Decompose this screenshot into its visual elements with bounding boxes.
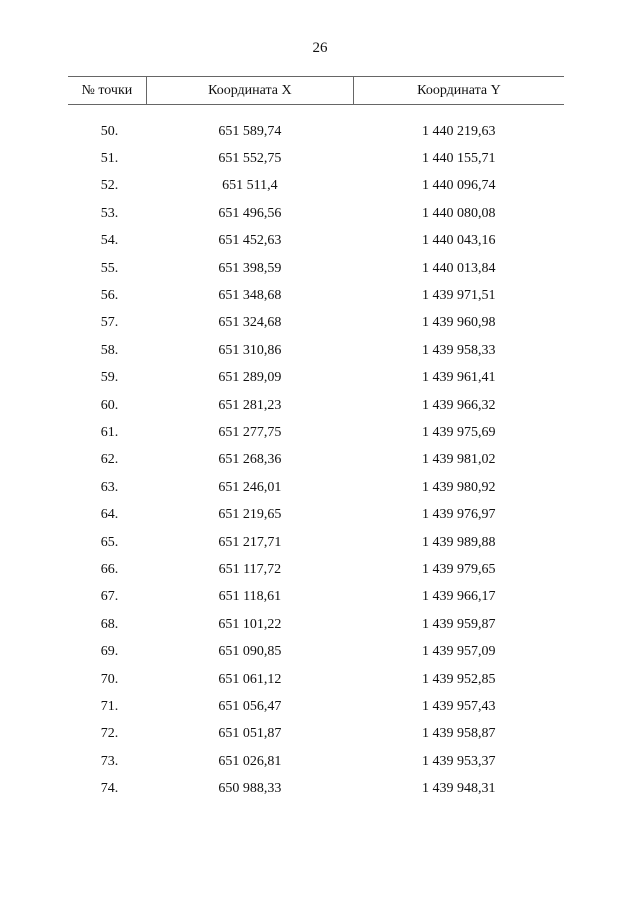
cell-coordinate-x: 650 988,33	[218, 781, 282, 797]
cell-point-number: 66.	[100, 561, 119, 577]
cell-coordinate-x: 651 324,68	[218, 315, 282, 331]
cell-coordinate-x: 651 246,01	[218, 479, 282, 495]
cell-coordinate-y: 1 440 096,74	[421, 178, 496, 194]
cell-coordinate-x: 651 026,81	[218, 753, 282, 769]
cell-point-number: 64.	[100, 507, 119, 523]
cell-coordinate-y: 1 439 989,88	[421, 534, 496, 550]
cell-point-number: 54.	[100, 233, 119, 249]
table-row	[68, 228, 564, 255]
cell-coordinate-y: 1 439 976,97	[421, 507, 496, 523]
cell-point-number: 65.	[100, 534, 119, 550]
cell-point-number: 52.	[100, 178, 119, 194]
table-header-row	[68, 77, 564, 105]
table-row	[68, 200, 564, 227]
cell-coordinate-y: 1 439 958,33	[421, 342, 496, 358]
cell-coordinate-x: 651 398,59	[218, 260, 282, 276]
table-row	[68, 556, 564, 583]
table-row	[68, 501, 564, 528]
cell-point-number: 70.	[100, 671, 119, 687]
cell-point-number: 62.	[100, 452, 119, 468]
cell-coordinate-y: 1 439 980,92	[421, 479, 496, 495]
cell-coordinate-x: 651 268,36	[218, 452, 282, 468]
cell-point-number: 58.	[100, 342, 119, 358]
cell-coordinate-y: 1 439 959,87	[421, 616, 496, 632]
cell-coordinate-x: 651 051,87	[218, 726, 282, 742]
table-row	[68, 310, 564, 337]
cell-coordinate-x: 651 552,75	[218, 151, 282, 167]
cell-point-number: 50.	[100, 123, 119, 139]
cell-coordinate-y: 1 439 952,85	[421, 671, 496, 687]
table-row	[68, 529, 564, 556]
cell-coordinate-y: 1 440 043,16	[421, 233, 496, 249]
cell-point-number: 55.	[100, 260, 119, 276]
cell-coordinate-y: 1 439 979,65	[421, 561, 496, 577]
cell-coordinate-y: 1 439 960,98	[421, 315, 496, 331]
table-spacer	[68, 105, 564, 119]
coordinates-table	[68, 76, 564, 803]
cell-point-number: 69.	[100, 644, 119, 660]
cell-point-number: 63.	[100, 479, 119, 495]
table-row	[68, 693, 564, 720]
table-row	[68, 447, 564, 474]
cell-point-number: 56.	[100, 288, 119, 304]
cell-coordinate-x: 651 219,65	[218, 507, 282, 523]
cell-coordinate-x: 651 511,4	[222, 178, 278, 194]
cell-coordinate-y: 1 439 958,87	[421, 726, 496, 742]
cell-coordinate-x: 651 217,71	[218, 534, 282, 550]
cell-coordinate-y: 1 439 981,02	[421, 452, 496, 468]
cell-coordinate-y: 1 439 948,31	[421, 781, 496, 797]
cell-coordinate-x: 651 589,74	[218, 123, 282, 139]
table-body	[68, 105, 564, 803]
table-row	[68, 611, 564, 638]
cell-point-number: 51.	[100, 151, 119, 167]
header-coordinate-x: Координата X	[146, 77, 353, 105]
cell-coordinate-y: 1 439 971,51	[421, 288, 496, 304]
cell-coordinate-y: 1 439 966,32	[421, 397, 496, 413]
table-row	[68, 419, 564, 446]
cell-coordinate-y: 1 440 219,63	[421, 123, 496, 139]
cell-point-number: 59.	[100, 370, 119, 386]
cell-point-number: 68.	[100, 616, 119, 632]
table-row	[68, 721, 564, 748]
cell-coordinate-x: 651 310,86	[218, 342, 282, 358]
cell-point-number: 72.	[100, 726, 119, 742]
cell-coordinate-x: 651 289,09	[218, 370, 282, 386]
header-coordinate-y: Координата Y	[353, 77, 564, 105]
cell-coordinate-y: 1 439 966,17	[421, 589, 496, 605]
cell-coordinate-x: 651 090,85	[218, 644, 282, 660]
table-row	[68, 173, 564, 200]
cell-coordinate-x: 651 101,22	[218, 616, 282, 632]
cell-point-number: 67.	[100, 589, 119, 605]
cell-coordinate-y: 1 439 961,41	[421, 370, 496, 386]
cell-point-number: 61.	[100, 424, 119, 440]
cell-coordinate-x: 651 496,56	[218, 205, 282, 221]
cell-coordinate-y: 1 440 080,08	[421, 205, 496, 221]
cell-coordinate-x: 651 452,63	[218, 233, 282, 249]
table-row	[68, 337, 564, 364]
cell-coordinate-y: 1 439 975,69	[421, 424, 496, 440]
cell-coordinate-y: 1 439 957,43	[421, 698, 496, 714]
cell-point-number: 74.	[100, 781, 119, 797]
table-row	[68, 584, 564, 611]
cell-coordinate-y: 1 440 013,84	[421, 260, 496, 276]
table-row	[68, 118, 564, 145]
table-row	[68, 145, 564, 172]
cell-point-number: 71.	[100, 698, 119, 714]
table-row	[68, 255, 564, 282]
cell-point-number: 60.	[100, 397, 119, 413]
table-row	[68, 474, 564, 501]
table-row	[68, 666, 564, 693]
table-row	[68, 365, 564, 392]
cell-coordinate-x: 651 348,68	[218, 288, 282, 304]
table-row	[68, 775, 564, 802]
cell-coordinate-y: 1 439 957,09	[421, 644, 496, 660]
cell-coordinate-y: 1 440 155,71	[421, 151, 496, 167]
cell-coordinate-x: 651 281,23	[218, 397, 282, 413]
table-row	[68, 748, 564, 775]
page-number: 26	[312, 40, 328, 56]
cell-point-number: 53.	[100, 205, 119, 221]
cell-coordinate-x: 651 117,72	[218, 561, 282, 577]
header-point-number: № точки	[68, 77, 146, 105]
cell-coordinate-x: 651 061,12	[218, 671, 282, 687]
cell-coordinate-y: 1 439 953,37	[421, 753, 496, 769]
cell-point-number: 73.	[100, 753, 119, 769]
cell-coordinate-x: 651 277,75	[218, 424, 282, 440]
table-row	[68, 638, 564, 665]
cell-point-number: 57.	[100, 315, 119, 331]
table-row	[68, 392, 564, 419]
table-row	[68, 282, 564, 309]
cell-coordinate-x: 651 118,61	[218, 589, 282, 605]
cell-coordinate-x: 651 056,47	[218, 698, 282, 714]
